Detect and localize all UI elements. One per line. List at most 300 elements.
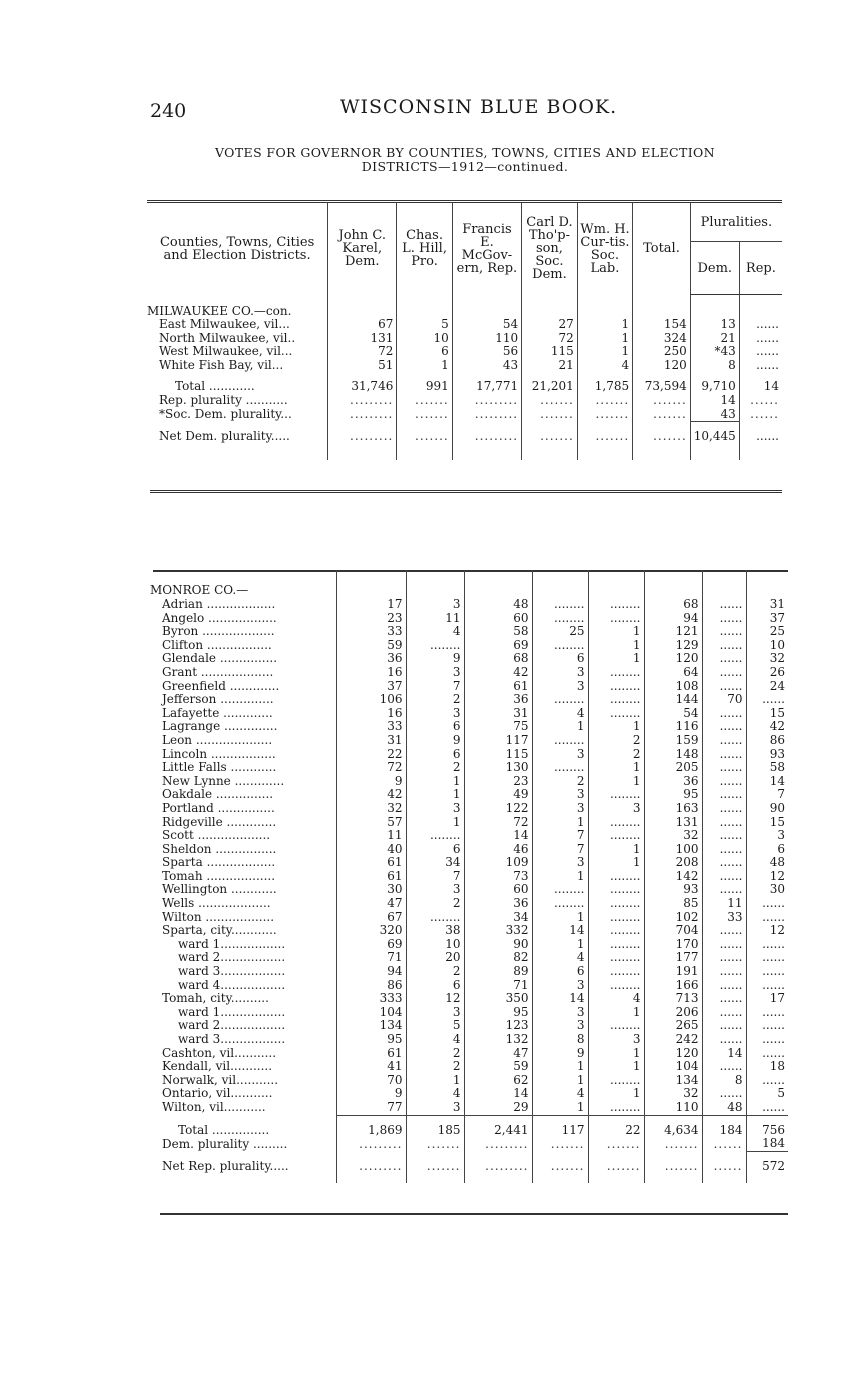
cell-rep: 12 [746, 870, 788, 884]
row-name: Cashton, vil........... [162, 1046, 277, 1060]
cell-rep: ...... [739, 318, 782, 332]
row-name: Wilton .................. [162, 910, 275, 924]
cell-curtis: 1 [588, 1060, 644, 1074]
cell-karel: 9 [336, 1087, 406, 1101]
cell-hill: 9 [406, 652, 464, 666]
dem-plurality-label: Dem. plurality ......... [162, 1137, 288, 1151]
total-curtis: 1,785 [577, 372, 632, 394]
cell-curtis: ........ [588, 979, 644, 993]
tomah-city-label: Tomah, city.......... [162, 992, 269, 1006]
cell-hill: 2 [406, 1047, 464, 1061]
cell-thompson: 8 [532, 1033, 588, 1047]
cell-mcgovern: 69 [464, 639, 532, 653]
total-rep: 756 [746, 1115, 788, 1137]
table-row [150, 1033, 788, 1047]
cell-mcgovern: 109 [464, 856, 532, 870]
total-thompson: 21,201 [522, 372, 578, 394]
cell-karel: 106 [336, 693, 406, 707]
cell-dem: 8 [702, 1074, 746, 1088]
cell-thompson: 1 [532, 938, 588, 952]
tomah-city-thompson: 14 [532, 992, 588, 1006]
cell-hill: ........ [406, 911, 464, 925]
tomah-city-total: 713 [644, 992, 702, 1006]
total-rep: 14 [739, 372, 782, 394]
row-name: Lagrange .............. [162, 720, 278, 734]
net-rep-value: 572 [746, 1151, 788, 1173]
row-name: Ontario, vil........... [162, 1087, 273, 1101]
cell-thompson: 7 [532, 829, 588, 843]
cell-karel: 42 [336, 788, 406, 802]
table-row [150, 870, 788, 884]
cell-dem: ...... [702, 979, 746, 993]
milwaukee-rows [147, 318, 782, 372]
table-row [150, 938, 788, 952]
cell-karel: 71 [336, 951, 406, 965]
cell-curtis: 1 [577, 318, 632, 332]
cell-hill: 3 [406, 707, 464, 721]
table-row [147, 318, 782, 332]
cell-hill: 2 [406, 761, 464, 775]
cell-karel: 57 [336, 816, 406, 830]
cell-total: 131 [644, 816, 702, 830]
cell-mcgovern: 62 [464, 1074, 532, 1088]
cell-thompson: 1 [532, 1101, 588, 1115]
total-thompson: 117 [532, 1115, 588, 1137]
rep-plurality-value: 14 [690, 394, 739, 408]
cell-dem: ...... [702, 951, 746, 965]
cell-dem: ...... [702, 748, 746, 762]
page-number: 240 [150, 100, 187, 122]
cell-mcgovern: 60 [464, 883, 532, 897]
dem-plurality-value: 184 [746, 1137, 788, 1151]
cell-karel: 104 [336, 1006, 406, 1020]
row-name: Wellington ............ [162, 883, 277, 897]
cell-hill: 1 [397, 359, 452, 373]
cell-karel: 17 [336, 598, 406, 612]
total-hill: 185 [406, 1115, 464, 1137]
cell-mcgovern: 42 [464, 666, 532, 680]
table-row [150, 1019, 788, 1033]
cell-mcgovern: 56 [452, 345, 521, 359]
cell-curtis: ........ [588, 1101, 644, 1115]
cell-karel: 23 [336, 612, 406, 626]
cell-dem: ...... [702, 707, 746, 721]
row-name: Portland ............... [162, 801, 275, 815]
monroe-rows [150, 598, 788, 938]
cell-hill: 2 [406, 693, 464, 707]
cell-curtis: 1 [588, 720, 644, 734]
cell-mcgovern: 90 [464, 938, 532, 952]
cell-thompson: 4 [532, 1087, 588, 1101]
table-row [150, 829, 788, 843]
table-row [150, 734, 788, 748]
cell-thompson: 3 [532, 666, 588, 680]
cell-hill: 3 [406, 666, 464, 680]
cell-dem: ...... [702, 625, 746, 639]
cell-thompson: 3 [532, 802, 588, 816]
cell-curtis: ........ [588, 829, 644, 843]
cell-total: 32 [644, 1087, 702, 1101]
cell-curtis: ........ [588, 965, 644, 979]
cell-total: 704 [644, 924, 702, 938]
table-row [147, 345, 782, 359]
cell-karel: 37 [336, 680, 406, 694]
cell-karel: 61 [336, 870, 406, 884]
cell-thompson: ........ [532, 612, 588, 626]
cell-curtis: 1 [588, 761, 644, 775]
cell-mcgovern: 14 [464, 1087, 532, 1101]
cell-rep: ...... [739, 345, 782, 359]
cell-dem: ...... [702, 720, 746, 734]
cell-mcgovern: 46 [464, 843, 532, 857]
cell-total: 163 [644, 802, 702, 816]
cell-mcgovern: 36 [464, 693, 532, 707]
cell-curtis: 3 [588, 1033, 644, 1047]
table-title-line-1: VOTES FOR GOVERNOR BY COUNTIES, TOWNS, CITIES AND ELECTION [214, 145, 716, 160]
cell-mcgovern: 14 [464, 829, 532, 843]
cell-rep: 86 [746, 734, 788, 748]
cell-hill: ........ [406, 829, 464, 843]
cell-rep: ...... [746, 938, 788, 952]
cell-thompson: 27 [522, 318, 578, 332]
cell-dem: ...... [702, 639, 746, 653]
cell-total: 206 [644, 1006, 702, 1020]
cell-thompson: 6 [532, 965, 588, 979]
cell-total: 250 [633, 345, 691, 359]
row-name: Norwalk, vil........... [162, 1073, 279, 1087]
cell-hill: 4 [406, 625, 464, 639]
row-name: Byron ................... [162, 625, 275, 639]
cell-curtis: ........ [588, 911, 644, 925]
cell-karel: 86 [336, 979, 406, 993]
cell-thompson: 1 [532, 1074, 588, 1088]
cell-total: 242 [644, 1033, 702, 1047]
cell-rep: 12 [746, 924, 788, 938]
cell-rep: 6 [746, 843, 788, 857]
cell-total: 170 [644, 938, 702, 952]
column-header-hill: Chas. L. Hill, Pro. [397, 202, 452, 295]
cell-rep: ...... [746, 1047, 788, 1061]
cell-thompson: 21 [522, 359, 578, 373]
cell-thompson: 3 [532, 979, 588, 993]
cell-thompson: 1 [532, 720, 588, 734]
cell-total: 134 [644, 1074, 702, 1088]
tomah-city-curtis: 4 [588, 992, 644, 1006]
table1-bottom-rule [150, 490, 782, 493]
total-hill: 991 [397, 372, 452, 394]
cell-hill: 2 [406, 965, 464, 979]
cell-curtis: 1 [588, 1087, 644, 1101]
cell-thompson: 25 [532, 625, 588, 639]
cell-dem: ...... [702, 883, 746, 897]
cell-total: 177 [644, 951, 702, 965]
column-header-karel: John C. Karel, Dem. [328, 202, 397, 295]
cell-rep: 26 [746, 666, 788, 680]
row-name: Adrian .................. [162, 598, 276, 611]
cell-dem: ...... [702, 1060, 746, 1074]
cell-curtis: ........ [588, 870, 644, 884]
cell-hill: ........ [406, 639, 464, 653]
cell-curtis: 1 [588, 775, 644, 789]
cell-rep: 31 [746, 598, 788, 612]
cell-karel: 131 [328, 332, 397, 346]
cell-dem: ...... [702, 924, 746, 938]
row-name: Ridgeville ............. [162, 815, 277, 829]
cell-curtis: ........ [588, 612, 644, 626]
column-header-mcgovern: Francis E. McGov-ern, Rep. [452, 202, 521, 295]
cell-curtis: ........ [588, 938, 644, 952]
total-karel: 31,746 [328, 372, 397, 394]
cell-karel: 67 [336, 911, 406, 925]
cell-mcgovern: 43 [452, 359, 521, 373]
cell-dem: ...... [702, 666, 746, 680]
cell-thompson: 1 [532, 870, 588, 884]
row-name: Grant ................... [162, 665, 274, 679]
cell-rep: 15 [746, 816, 788, 830]
cell-hill: 11 [406, 612, 464, 626]
cell-total: 324 [633, 332, 691, 346]
cell-thompson: 7 [532, 843, 588, 857]
cell-thompson: 3 [532, 788, 588, 802]
cell-rep: 37 [746, 612, 788, 626]
cell-mcgovern: 122 [464, 802, 532, 816]
row-name: Glendale ............... [162, 652, 278, 666]
cell-hill: 3 [406, 598, 464, 612]
table-row [150, 1060, 788, 1074]
cell-hill: 1 [406, 816, 464, 830]
cell-karel: 16 [336, 666, 406, 680]
cell-hill: 3 [406, 883, 464, 897]
cell-rep: ...... [746, 1006, 788, 1020]
cell-dem: ...... [702, 856, 746, 870]
net-dem-value: 10,445 [690, 422, 739, 444]
table-row [150, 802, 788, 816]
row-name: Greenfield ............. [162, 679, 280, 693]
cell-thompson: 14 [532, 924, 588, 938]
cell-karel: 61 [336, 856, 406, 870]
row-name: Sheldon ................ [162, 842, 277, 856]
cell-mcgovern: 47 [464, 1047, 532, 1061]
cell-total: 144 [644, 693, 702, 707]
cell-curtis: ........ [588, 680, 644, 694]
cell-hill: 2 [406, 897, 464, 911]
table-row [150, 639, 788, 653]
table-row [150, 775, 788, 789]
cell-karel: 59 [336, 639, 406, 653]
cell-thompson: ........ [532, 883, 588, 897]
cell-dem: ...... [702, 1033, 746, 1047]
column-header-thompson: Carl D. Tho'p-son, Soc. Dem. [522, 202, 578, 295]
cell-hill: 4 [406, 1087, 464, 1101]
total-label: Total ............... [178, 1122, 270, 1137]
cell-rep: ...... [739, 359, 782, 373]
cell-rep: 30 [746, 883, 788, 897]
tomah-city-hill: 12 [406, 992, 464, 1006]
table-row [150, 598, 788, 612]
cell-rep: 14 [746, 775, 788, 789]
row-name: ward 2................. [178, 951, 286, 965]
column-header-dem: Dem. [690, 242, 739, 295]
cell-karel: 72 [336, 761, 406, 775]
cell-curtis: 1 [588, 625, 644, 639]
table-row [150, 897, 788, 911]
cell-karel: 69 [336, 938, 406, 952]
cell-total: 159 [644, 734, 702, 748]
cell-dem: ...... [702, 1006, 746, 1020]
table-title [145, 146, 785, 174]
cell-mcgovern: 110 [452, 332, 521, 346]
cell-curtis: ........ [588, 897, 644, 911]
cell-hill: 6 [406, 748, 464, 762]
cell-karel: 33 [336, 720, 406, 734]
cell-mcgovern: 58 [464, 625, 532, 639]
cell-karel: 61 [336, 1047, 406, 1061]
cell-curtis: ........ [588, 951, 644, 965]
cell-thompson: 1 [532, 911, 588, 925]
cell-hill: 1 [406, 775, 464, 789]
cell-curtis: 1 [588, 639, 644, 653]
table-row [150, 666, 788, 680]
cell-total: 110 [644, 1101, 702, 1115]
cell-curtis: 1 [588, 1006, 644, 1020]
cell-dem: ...... [702, 598, 746, 612]
cell-dem: ...... [702, 652, 746, 666]
row-name: Tomah .................. [162, 869, 276, 883]
cell-dem: ...... [702, 734, 746, 748]
cell-curtis: 2 [588, 748, 644, 762]
cell-total: 116 [644, 720, 702, 734]
cell-karel: 40 [336, 843, 406, 857]
cell-dem: 33 [702, 911, 746, 925]
cell-dem: 21 [690, 332, 739, 346]
milwaukee-table: Counties, Towns, Cities and Election Districts. John C. Karel, Dem. Chas. L. Hill, Pro. Francis E. McGov-ern, Rep. Carl D. Tho'p-son, Soc. Dem. Wm. H. Cur-tis. Soc. Lab. Total. Pluralities. Dem. Rep. MILWAUKEE CO.—con. East Milwaukee, vil... 67 5 54 27 1 154 13 ...... North Milwaukee, vil.. 131 10 110 72 1 324 21 ...... West Milwaukee, vil... 72 6 56 115 1 250 *43 ...... White Fish Bay, vil... 51 1 43 21 4 120 8 ...... Total ............ 31,746 991 17,771 21,201 1,785 73,594 9,710 14 Rep. plurality ........... ......... ....... ......... ....... ....... ....... 14 ...... *Soc. Dem. plurality... ......... ....... ......... ....... ....... ....... 43 ...... Net Dem. plurality..... ......... ....... ......... ....... ....... ....... 10,445 ...... [147, 200, 782, 460]
cell-karel: 320 [336, 924, 406, 938]
soc-plurality-label: *Soc. Dem. plurality... [159, 407, 292, 422]
cell-curtis: 1 [588, 856, 644, 870]
table-row [150, 748, 788, 762]
cell-karel: 30 [336, 883, 406, 897]
table2-bottom-rule [160, 1213, 788, 1215]
cell-hill: 38 [406, 924, 464, 938]
cell-mcgovern: 132 [464, 1033, 532, 1047]
cell-rep: ...... [746, 1033, 788, 1047]
table-row [147, 332, 782, 346]
cell-total: 100 [644, 843, 702, 857]
row-name: Kendall, vil........... [162, 1060, 273, 1074]
cell-mcgovern: 23 [464, 775, 532, 789]
table-row [150, 856, 788, 870]
cell-rep: 93 [746, 748, 788, 762]
column-header-total: Total. [633, 202, 691, 295]
cell-dem: ...... [702, 816, 746, 830]
cell-thompson: 3 [532, 1019, 588, 1033]
table-row [150, 924, 788, 938]
cell-curtis: 1 [577, 332, 632, 346]
net-dem-rep: ...... [739, 422, 782, 444]
cell-rep: ...... [746, 951, 788, 965]
cell-thompson: 4 [532, 951, 588, 965]
cell-total: 120 [644, 652, 702, 666]
total-total: 4,634 [644, 1115, 702, 1137]
cell-mcgovern: 75 [464, 720, 532, 734]
cell-dem: 11 [702, 897, 746, 911]
cell-rep: 42 [746, 720, 788, 734]
cell-karel: 72 [328, 345, 397, 359]
cell-mcgovern: 72 [464, 816, 532, 830]
table-row [150, 652, 788, 666]
cell-total: 95 [644, 788, 702, 802]
cell-hill: 4 [406, 1033, 464, 1047]
cell-hill: 5 [397, 318, 452, 332]
cell-thompson: 2 [532, 775, 588, 789]
cell-curtis: ........ [588, 816, 644, 830]
table-row [150, 1087, 788, 1101]
cell-thompson: 3 [532, 748, 588, 762]
cell-rep: ...... [746, 979, 788, 993]
cell-karel: 47 [336, 897, 406, 911]
cell-rep: 90 [746, 802, 788, 816]
cell-rep: 15 [746, 707, 788, 721]
cell-rep: 48 [746, 856, 788, 870]
cell-karel: 11 [336, 829, 406, 843]
column-header-rep: Rep. [739, 242, 782, 295]
table-row [150, 843, 788, 857]
cell-dem: ...... [702, 829, 746, 843]
cell-dem: ...... [702, 1019, 746, 1033]
table-row [150, 612, 788, 626]
cell-thompson: ........ [532, 734, 588, 748]
book-title: WISCONSIN BLUE BOOK. [340, 96, 618, 118]
cell-total: 120 [633, 359, 691, 373]
cell-thompson: 3 [532, 856, 588, 870]
cell-hill: 6 [406, 843, 464, 857]
cell-curtis: 1 [588, 1047, 644, 1061]
cell-mcgovern: 60 [464, 612, 532, 626]
cell-total: 102 [644, 911, 702, 925]
cell-total: 108 [644, 680, 702, 694]
cell-curtis: ........ [588, 666, 644, 680]
cell-total: 68 [644, 598, 702, 612]
cell-dem: 14 [702, 1047, 746, 1061]
table-row [150, 761, 788, 775]
row-name: White Fish Bay, vil... [159, 358, 284, 372]
cell-karel: 95 [336, 1033, 406, 1047]
soc-plurality-value: 43 [690, 408, 739, 422]
cell-hill: 7 [406, 870, 464, 884]
cell-thompson: ........ [532, 639, 588, 653]
table-row [150, 1074, 788, 1088]
row-name: ward 2................. [178, 1019, 286, 1033]
cell-karel: 22 [336, 748, 406, 762]
tomah-city-karel: 333 [336, 992, 406, 1006]
cell-curtis: ........ [588, 707, 644, 721]
cell-rep: ...... [746, 693, 788, 707]
row-name: Scott ................... [162, 829, 271, 843]
cell-karel: 33 [336, 625, 406, 639]
table-title-line-2: DISTRICTS—1912—continued. [361, 159, 569, 174]
cell-mcgovern: 82 [464, 951, 532, 965]
cell-rep: ...... [746, 897, 788, 911]
cell-rep: 5 [746, 1087, 788, 1101]
cell-rep: 10 [746, 639, 788, 653]
cell-total: 205 [644, 761, 702, 775]
row-name: Jefferson .............. [162, 693, 274, 707]
row-name: ward 3................. [178, 965, 286, 979]
cell-mcgovern: 68 [464, 652, 532, 666]
cell-karel: 134 [336, 1019, 406, 1033]
cell-dem: 48 [702, 1101, 746, 1115]
cell-total: 36 [644, 775, 702, 789]
